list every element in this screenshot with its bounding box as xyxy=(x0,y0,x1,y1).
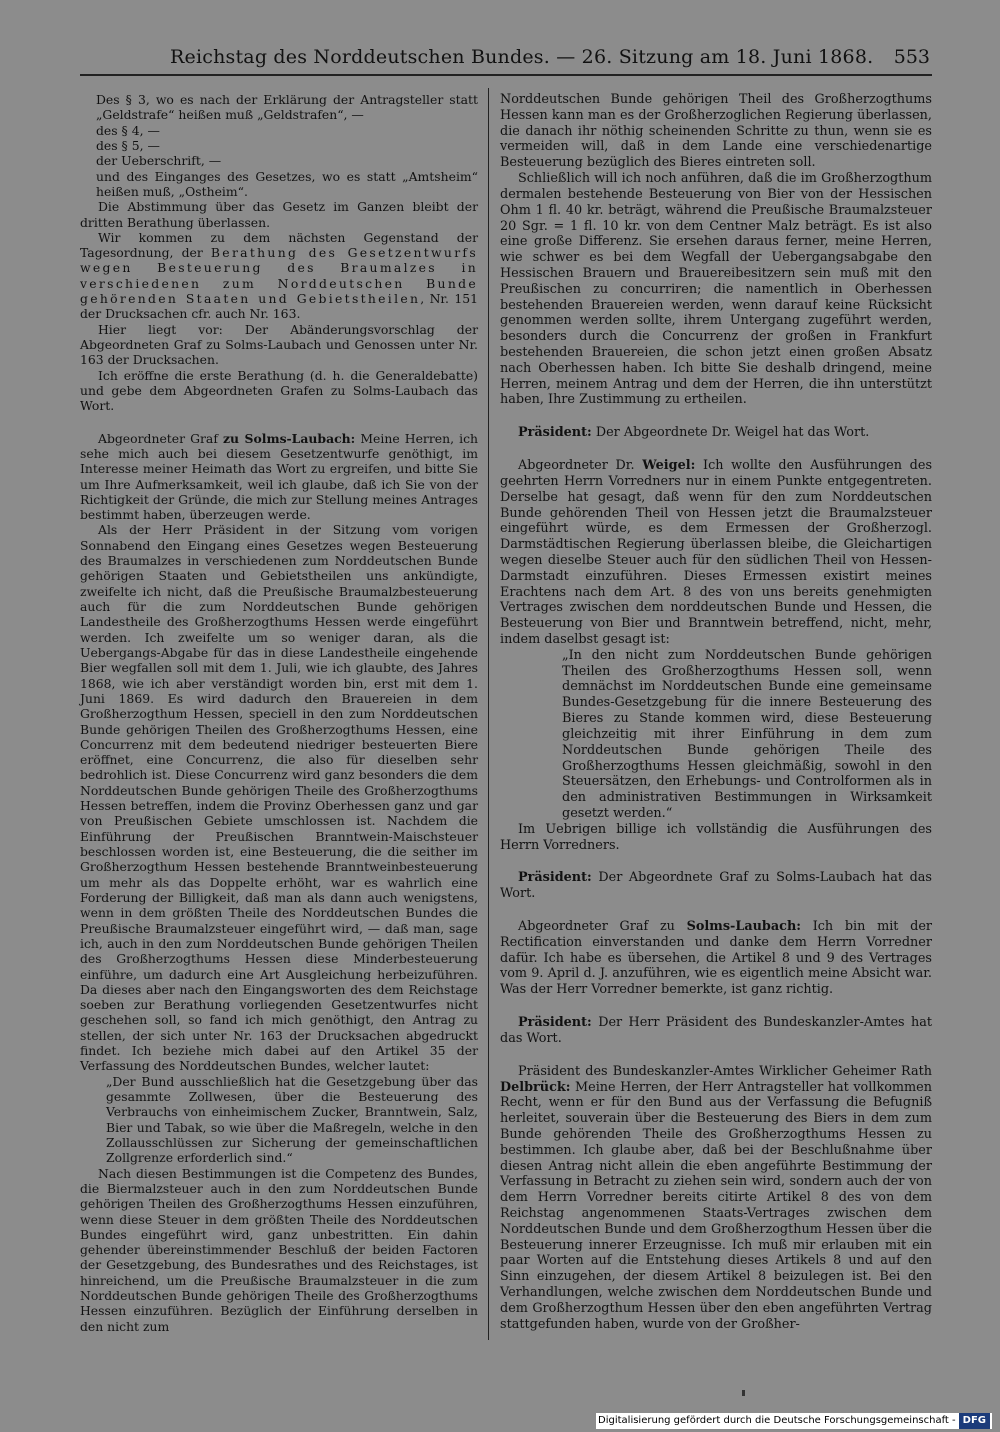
president-text: Der Abgeordnete Graf zu Solms-Laubach hat das Wort. xyxy=(500,870,932,902)
header-rule xyxy=(80,74,932,76)
intro-line-4: der Ueberschrift, — xyxy=(96,153,222,169)
speech-solms-2 xyxy=(500,919,932,998)
speaker-name: zu Solms-Laubach: xyxy=(223,430,356,446)
footer-text: Digitalisierung gefördert durch die Deutsche Forschungsgemeinschaft - xyxy=(598,1415,956,1426)
next-item-tail: , Nr. 151 der Drucksachen cfr. auch Nr. 163. xyxy=(80,291,478,322)
speaker-name: Weigel: xyxy=(642,458,696,474)
speech-delbrueck xyxy=(500,1064,932,1333)
running-title: Reichstag des Norddeutschen Bundes. — 26. Sitzung am 18. Juni 1868. xyxy=(170,46,874,68)
speech-text: Ich wollte den Ausführungen des geehrten Herrn Vorredners nur in einem Punkte entgegentreten. Derselbe hat gesagt, daß wenn für den zum Norddeutschen Bunde gehörenden Theil von Hessen jetzt die Braumalzsteuer eingeführt würde, es dem Ermessen der Großherzogl. Darmstädtischen Regierung überlassen bleibe, die Gleichartigen wegen dieselbe Steuer auch für den südlichen Theil von Hessen-Darmstadt einzuführen. Dieses Ermessen existirt meines Erachtens nach dem Art. 8 des von uns bereits genehmigten Vertrages zwischen dem norddeutschen Bunde und Hessen, die Besteuerung von Bier und Branntwein betreffend, nicht, mehr, indem daselbst gesagt ist: xyxy=(500,458,933,647)
intro-line-2: des § 4, — xyxy=(96,122,160,138)
paragraph-vote: Die Abstimmung über das Gesetz im Ganzen bleibt der dritten Berathung überlassen. xyxy=(80,199,478,230)
next-item-lead: Wir kommen zu dem nächsten Gegenstand der Tagesordnung, der xyxy=(80,229,478,261)
next-item-subject: Berathung des Gesetzentwurfs wegen Besteuerung des Braumalzes in verschiedenen zum Norddeutschen Bunde gehörenden Staaten und Gebietstheilen xyxy=(80,245,478,307)
speaker-name: Delbrück: xyxy=(500,1079,571,1095)
president-text: Der Abgeordnete Dr. Weigel hat das Wort. xyxy=(595,425,870,441)
page-number: 553 xyxy=(893,46,930,68)
president-label: Präsident: xyxy=(518,870,592,886)
page-header xyxy=(80,46,936,72)
speaker-prefix: Präsident des Bundeskanzler-Amtes Wirklicher Geheimer Rath xyxy=(518,1063,932,1079)
quote-article-8: „In den nicht zum Norddeutschen Bunde gehörigen Theilen des Großherzogthums Hessen soll, wenn demnächst im Norddeutschen Bunde eine gemeinsame Bundes-Gesetzgebung für die innere Besteuerung des Bieres zu Stande kommen wird, diese Besteuerung gleichzeitig mit ihrer Einführung in dem zum Norddeutschen Bunde gehörigen Theile des Großherzogthums Hessen gleichmäßig, sowohl in den Steuersätzen, den Erhebungs- und Controlformen als in den administrativen Bestimmungen in Wirksamkeit gesetzt werden.“ xyxy=(562,647,932,821)
speech-text: Ich bin mit der Rectification einverstanden und danke dem Herrn Vorredner dafür. Ich habe es übersehen, die Artikel 8 und 9 des Vertrages vom 9. April d. J. anzuführen, wie es eigentlich meine Absicht war. Was der Herr Vorredner bemerkte, ist ganz richtig. xyxy=(500,919,933,998)
speech-text: Meine Herren, ich sehe mich auch bei diesem Gesetzentwurfe genöthigt, im Interesse meiner Heimath das Wort zu ergreifen, und bitte Sie um Ihre Aufmerksamkeit, weil ich glaube, daß ich Sie von der Richtigkeit der Gründe, die mich zur Stellung meines Antrages bestimmt haben, überzeugen werde. xyxy=(80,430,478,523)
column-divider xyxy=(488,88,489,1340)
speech-text: Meine Herren, der Herr Antragsteller hat vollkommen Recht, wenn er für den Bund aus der Verfassung die Befugniß herleitet, souverain über die Besteuerung des Biers in dem zum Bunde gehörenden Theile des Großherzogthums Hessen zu bestimmen. Ich glaube aber, daß bei der Beschlußnahme über diesen Antrag nicht allein die eben angeführte Bestimmung der Verfassung in Betracht zu ziehen sein wird, sondern auch der von dem Herrn Vorredner bereits citirte Artikel 8 des von dem Reichstag angenommenen Staats-Vertrages zwischen dem Norddeutschen Bunde und dem Großherzogthum Hessen über die Besteuerung innerer Erzeugnisse. Ich muß mir erlauben mit ein paar Worten auf die Entstehung dieses Artikels 8 und auf den Sinn einzugehen, der diesem Artikel 8 beizulegen ist. Bei den Verhandlungen, welche zwischen dem Norddeutschen Bunde und dem Großherzogthum Hessen über den eben angeführten Vertrag stattgefunden haben, wurde von der Großher- xyxy=(500,1079,932,1332)
intro-line-5: und des Einganges des Gesetzes, wo es statt „Amtsheim“ heißen muß, „Ostheim“. xyxy=(96,168,478,199)
paragraph-long-2: Nach diesen Bestimmungen ist die Competenz des Bundes, die Biermalzsteuer auch in den zum Norddeutschen Bunde gehörigen Theilen des Großherzogthums Hessen einzuführen, wenn diese Steuer in dem größten Theile des Norddeutschen Bundes eingeführt wird, ganz unbestritten. Ein dahin gehender übereinstimmender Beschluß der beiden Factoren der Gesetzgebung, des Bundesrathes und des Reichstages, ist hinreichend, um die Preußische Braumalzsteuer in die zum Norddeutschen Bunde gehörigen Theile des Großherzogthums Hessen einzuführen. Bezüglich der Einführung derselben in den nicht zum xyxy=(80,1165,478,1334)
speaker-prefix: Abgeordneter Dr. xyxy=(518,458,635,474)
dfg-logo: DFG xyxy=(959,1413,990,1429)
paragraph-long-1: Als der Herr Präsident in der Sitzung vom vorigen Sonnabend den Eingang eines Gesetzes wegen Besteuerung des Braumalzes in verschiedenen zum Norddeutschen Bunde gehörigen Staaten und Gebietstheilen uns ankündigte, zweifelte ich nicht, daß die Preußische Braumalzbesteuerung auch für die zum Norddeutschen Bunde gehörigen Landestheile des Großherzogthums Hessen werde eingeführt werden. Ich zweifelte um so weniger daran, als die Uebergangs-Abgabe für das in diese Landestheile eingehende Bier wegfallen soll mit dem 1. Juli, wie ich glaubte, des Jahres 1868, wie ich aber verständigt worden bin, erst mit dem 1. Juni 1869. Es wird dadurch den Brauereien in dem Großherzogthum Hessen, speciell in den zum Norddeutschen Bunde gehörigen Theilen des Großherzogthums Hessen, eine Concurrenz mit dem bedeutend niedriger besteuerten Biere eröffnet, eine Concurrenz, die also für dieselben sehr bedrohlich ist. Diese Concurrenz wird ganz besonders die dem Norddeutschen Bunde gehörigen Theile des Großherzogthums Hessen betreffen, indem die Provinz Oberhessen ganz und gar von Preußischen Gebiete umschlossen ist. Nachdem die Einführung der Preußischen Branntwein-Maischsteuer beschlossen worden ist, eine Besteuerung, die die seither im Großherzogthum Hessen bestehende Branntweinbesteuerung um mehr als das Doppelte erhöht, war es wahrlich eine Forderung der Billigkeit, daß man als dann auch wenigstens, wenn in dem größten Theile des Norddeutschen Bundes die Preußische Braumalzsteuer eingeführt wird, — daß man, sage ich, auch in den zum Norddeutschen Bunde gehörigen Theilen des Großherzogthums Hessen diese Minderbesteuerung einführe, um dadurch eine Art Ausgleichung herbeizuführen. Da dieses aber nach den Eingangsworten des dem Reichstage soeben zur Berathung vorliegenden Gesetzentwurfes nicht geschehen soll, so fand ich mich genöthigt, den Antrag zu stellen, der sich unter Nr. 163 der Drucksachen abgedruckt findet. Ich beziehe mich dabei auf den Artikel 35 der Verfassung des Norddeutschen Bundes, welcher lautet: xyxy=(80,522,478,1074)
paragraph-open-debate: Ich eröffne die erste Berathung (d. h. die Generaldebatte) und gebe dem Abgeordneten Grafen zu Solms-Laubach das Wort. xyxy=(80,367,478,414)
president-remark-1 xyxy=(500,425,932,441)
speaker-prefix: Abgeordneter Graf xyxy=(98,430,218,446)
intro-line-1: Des § 3, wo es nach der Erklärung der Antragsteller statt „Geldstrafe“ heißen muß „Geldstrafen“, — xyxy=(96,92,478,123)
president-label: Präsident: xyxy=(518,425,592,441)
president-remark-3 xyxy=(500,1015,932,1047)
speech-solms-1 xyxy=(80,431,478,523)
speaker-prefix: Abgeordneter Graf zu xyxy=(518,919,675,934)
paragraph-final-remarks: Schließlich will ich noch anführen, daß die im Großherzogthum dermalen bestehende Besteuerung von Bier von der Hessischen Ohm 1 fl. 40 kr. beträgt, während die Preußische Braumalzsteuer 20 Sgr. = 1 fl. 10 kr. von dem Centner Malz beträgt. Es ist also eine große Differenz. Sie ersehen daraus ferner, meine Herren, wie schwer es bei dem Wegfall der Uebergangsabgabe den Hessischen Brauern und Brauereibesitzern sein muß mit den Preußischen zu concurriren; die namentlich in Oberhessen bestehenden Brauereien werden, wenn darauf keine Rücksicht genommen werden sollte, ihrem Untergang zugeführt werden, besonders durch die Concurrenz der großen in Frankfurt bestehenden Brauereien, die schon jetzt einen großen Absatz nach Oberhessen haben. Ich bitte Sie deshalb dringend, meine Herren, meinem Antrag und dem der Herren, die ihn unterstützt haben, Ihre Zustimmung zu ertheilen. xyxy=(500,171,932,408)
paragraph-next-item xyxy=(80,230,478,322)
intro-line-3: des § 5, — xyxy=(96,137,160,153)
print-speck xyxy=(742,1390,745,1396)
left-column xyxy=(80,92,478,1334)
paragraph-continued: Norddeutschen Bunde gehörigen Theil des Großherzogthums Hessen kann man es der Großherzoglichen Regierung überlassen, die danach ihr nöthig scheinenden Schritte zu thun, wenn sie es vermeiden will, daß in dem Lande eine verschiedenartige Besteuerung bezüglich des Bieres eintreten soll. xyxy=(500,92,932,171)
president-text: Der Herr Präsident des Bundeskanzler-Amtes hat das Wort. xyxy=(500,1015,933,1046)
president-remark-2 xyxy=(500,870,932,902)
digitization-footer xyxy=(596,1413,992,1429)
speaker-name: Solms-Laubach: xyxy=(686,919,801,934)
weigel-closing: Im Uebrigen billige ich vollständig die Ausführungen des Herrn Vorredners. xyxy=(500,821,932,853)
quote-article-35: „Der Bund ausschließlich hat die Gesetzgebung über das gesammte Zollwesen, über die Besteuerung des Verbrauchs von einheimischem Zucker, Branntwein, Salz, Bier und Tabak, so wie über die Maßregeln, welche in den Zollausschlüssen zur Sicherung der gemeinschaftlichen Zollgrenze erforderlich sind.“ xyxy=(106,1073,478,1166)
right-column xyxy=(500,92,932,1333)
paragraph-amendment: Hier liegt vor: Der Abänderungsvorschlag der Abgeordneten Graf zu Solms-Laubach und Genossen unter Nr. 163 der Drucksachen. xyxy=(80,321,478,368)
president-label: Präsident: xyxy=(518,1015,592,1031)
speech-weigel xyxy=(500,458,932,648)
